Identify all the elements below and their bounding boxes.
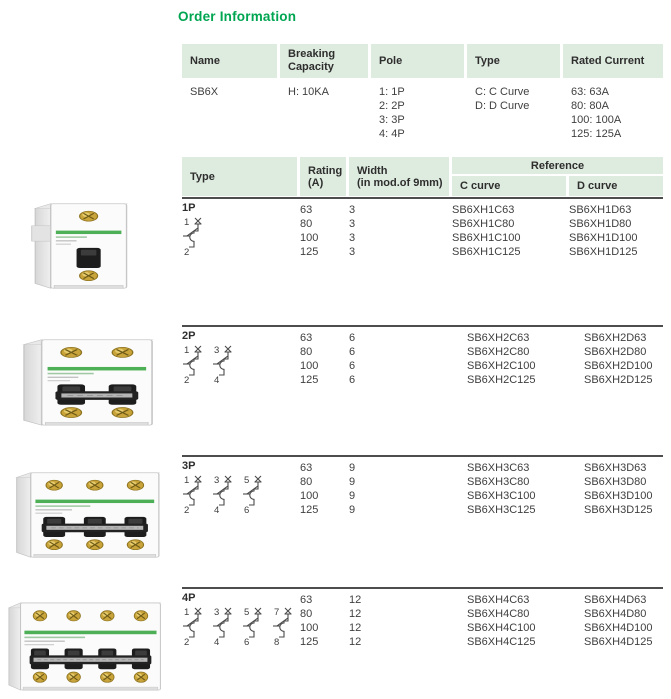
- terminal-number: 8: [274, 637, 280, 648]
- spacer: [182, 621, 297, 635]
- coding-value: 3: 3P: [379, 114, 405, 126]
- c-curve-reference: SB6XH1C125: [452, 246, 521, 258]
- reference-section-2p: [182, 325, 663, 455]
- width-value: 6: [349, 360, 356, 372]
- c-curve-reference: SB6XH1C100: [452, 232, 521, 244]
- c-curve-reference: SB6XH3C125: [467, 504, 536, 516]
- terminal-number: 2: [184, 637, 190, 648]
- c-curve-reference: SB6XH2C100: [467, 360, 536, 372]
- spacer: [182, 503, 297, 517]
- c-curve-reference: SB6XH2C125: [467, 374, 536, 386]
- width-value: 9: [349, 462, 356, 474]
- coding-column: [563, 78, 663, 141]
- col-header-type: Type: [182, 157, 297, 196]
- d-curve-reference: SB6XH2D63: [584, 332, 647, 344]
- d-curve-reference: SB6XH1D125: [569, 246, 638, 258]
- col-header-reference: Reference: [452, 157, 663, 174]
- terminal-number: 1: [184, 607, 190, 618]
- width-value: 12: [349, 608, 362, 620]
- reference-section-1p: [182, 199, 663, 325]
- pole-type-label: 2P: [182, 330, 196, 342]
- c-curve-reference: SB6XH3C80: [467, 476, 530, 488]
- d-curve-reference: SB6XH4D125: [584, 636, 653, 648]
- d-curve-reference: SB6XH3D100: [584, 490, 653, 502]
- spacer: [182, 245, 297, 259]
- coding-column: [371, 78, 464, 141]
- d-curve-reference: SB6XH2D125: [584, 374, 653, 386]
- spacer: [182, 635, 297, 649]
- section-rows: [182, 593, 663, 649]
- c-curve-reference: SB6XH4C100: [467, 622, 536, 634]
- terminal-number: 1: [184, 217, 190, 228]
- width-value: 6: [349, 346, 356, 358]
- breaker-image-4p: [5, 596, 163, 695]
- breaker-image-2p: [18, 333, 156, 430]
- c-curve-reference: SB6XH1C80: [452, 218, 515, 230]
- d-curve-reference: SB6XH2D80: [584, 346, 647, 358]
- rating-value: 125: [300, 374, 319, 386]
- coding-header-cell: Type: [467, 44, 560, 78]
- terminal-number: 1: [184, 345, 190, 356]
- width-value: 9: [349, 504, 356, 516]
- spacer: [182, 331, 297, 345]
- col-header-rating: Rating (A): [300, 157, 346, 196]
- d-curve-reference: SB6XH1D100: [569, 232, 638, 244]
- d-curve-reference: SB6XH4D80: [584, 608, 647, 620]
- spacer: [182, 203, 297, 217]
- d-curve-reference: SB6XH2D100: [584, 360, 653, 372]
- width-value: 12: [349, 594, 362, 606]
- spacer: [182, 217, 297, 231]
- spacer: [182, 345, 297, 359]
- rating-value: 125: [300, 246, 319, 258]
- width-value: 6: [349, 332, 356, 344]
- width-value: 9: [349, 476, 356, 488]
- breaker-photo-1p: [30, 197, 130, 298]
- coding-value: 2: 2P: [379, 100, 405, 112]
- d-curve-reference: SB6XH3D125: [584, 504, 653, 516]
- coding-table-header: [182, 44, 663, 78]
- coding-table-body: [182, 78, 663, 141]
- spacer: [182, 461, 297, 475]
- breaker-photo-4p: [5, 596, 163, 699]
- breaker-photo-2p: [18, 333, 156, 435]
- coding-value: 63: 63A: [571, 86, 609, 98]
- terminal-number: 6: [244, 505, 250, 516]
- coding-column: [280, 78, 368, 141]
- coding-column: [467, 78, 560, 141]
- terminal-number: 5: [244, 475, 250, 486]
- page-title: Order Information: [178, 9, 297, 24]
- coding-column: [182, 78, 277, 141]
- coding-header-cell: Breaking Capacity: [280, 44, 368, 78]
- terminal-number: 2: [184, 375, 190, 386]
- rating-value: 63: [300, 462, 313, 474]
- terminal-number: 2: [184, 247, 190, 258]
- coding-header-cell: Pole: [371, 44, 464, 78]
- width-value: 3: [349, 204, 356, 216]
- breaker-image-1p: [30, 197, 130, 293]
- pole-type-label: 4P: [182, 592, 196, 604]
- col-header-width: Width (in mod.of 9mm): [349, 157, 449, 196]
- terminal-number: 4: [214, 375, 220, 386]
- spacer: [182, 593, 297, 607]
- section-rows: [182, 331, 663, 387]
- breaker-image-3p: [12, 466, 162, 562]
- d-curve-reference: SB6XH3D80: [584, 476, 647, 488]
- d-curve-reference: SB6XH1D80: [569, 218, 632, 230]
- coding-value: C: C Curve: [475, 86, 530, 98]
- c-curve-reference: SB6XH2C63: [467, 332, 530, 344]
- coding-value: 125: 125A: [571, 128, 622, 140]
- coding-value: 100: 100A: [571, 114, 622, 126]
- coding-header-cell: Rated Current: [563, 44, 663, 78]
- c-curve-reference: SB6XH2C80: [467, 346, 530, 358]
- spacer: [182, 607, 297, 621]
- coding-value: 4: 4P: [379, 128, 405, 140]
- rating-value: 63: [300, 204, 313, 216]
- coding-table: [182, 44, 663, 141]
- reference-section-4p: [182, 587, 663, 699]
- reference-table-header: [182, 157, 663, 199]
- rating-value: 100: [300, 622, 319, 634]
- terminal-number: 4: [214, 505, 220, 516]
- spacer: [182, 475, 297, 489]
- coding-header-cell: Name: [182, 44, 277, 78]
- terminal-number: 7: [274, 607, 280, 618]
- c-curve-reference: SB6XH4C63: [467, 594, 530, 606]
- reference-section-3p: [182, 455, 663, 587]
- col-header-c-curve: C curve: [452, 176, 566, 196]
- d-curve-reference: SB6XH4D100: [584, 622, 653, 634]
- width-value: 6: [349, 374, 356, 386]
- width-value: 12: [349, 622, 362, 634]
- section-rows: [182, 461, 663, 517]
- rating-value: 125: [300, 636, 319, 648]
- width-value: 12: [349, 636, 362, 648]
- terminal-number: 5: [244, 607, 250, 618]
- c-curve-reference: SB6XH4C125: [467, 636, 536, 648]
- terminal-number: 1: [184, 475, 190, 486]
- terminal-number: 2: [184, 505, 190, 516]
- terminal-number: 3: [214, 475, 220, 486]
- terminal-number: 4: [214, 637, 220, 648]
- rating-value: 125: [300, 504, 319, 516]
- breaker-photo-3p: [12, 466, 162, 567]
- terminal-number: 3: [214, 345, 220, 356]
- c-curve-reference: SB6XH1C63: [452, 204, 515, 216]
- pole-type-label: 3P: [182, 460, 196, 472]
- rating-value: 80: [300, 346, 313, 358]
- c-curve-reference: SB6XH3C100: [467, 490, 536, 502]
- rating-value: 63: [300, 594, 313, 606]
- spacer: [182, 373, 297, 387]
- rating-value: 100: [300, 360, 319, 372]
- d-curve-reference: SB6XH1D63: [569, 204, 632, 216]
- terminal-number: 3: [214, 607, 220, 618]
- coding-value: SB6X: [190, 86, 219, 98]
- coding-value: 1: 1P: [379, 86, 405, 98]
- width-value: 3: [349, 218, 356, 230]
- col-header-d-curve: D curve: [569, 176, 663, 196]
- width-value: 9: [349, 490, 356, 502]
- terminal-number: 6: [244, 637, 250, 648]
- coding-value: H: 10KA: [288, 86, 329, 98]
- d-curve-reference: SB6XH3D63: [584, 462, 647, 474]
- width-value: 3: [349, 232, 356, 244]
- coding-value: D: D Curve: [475, 100, 530, 112]
- rating-value: 80: [300, 218, 313, 230]
- c-curve-reference: SB6XH3C63: [467, 462, 530, 474]
- rating-value: 80: [300, 608, 313, 620]
- d-curve-reference: SB6XH4D63: [584, 594, 647, 606]
- spacer: [182, 231, 297, 245]
- rating-value: 80: [300, 476, 313, 488]
- coding-value: 80: 80A: [571, 100, 609, 112]
- rating-value: 100: [300, 490, 319, 502]
- section-rows: [182, 203, 663, 259]
- spacer: [182, 489, 297, 503]
- rating-value: 63: [300, 332, 313, 344]
- pole-type-label: 1P: [182, 202, 196, 214]
- c-curve-reference: SB6XH4C80: [467, 608, 530, 620]
- spacer: [182, 359, 297, 373]
- width-value: 3: [349, 246, 356, 258]
- rating-value: 100: [300, 232, 319, 244]
